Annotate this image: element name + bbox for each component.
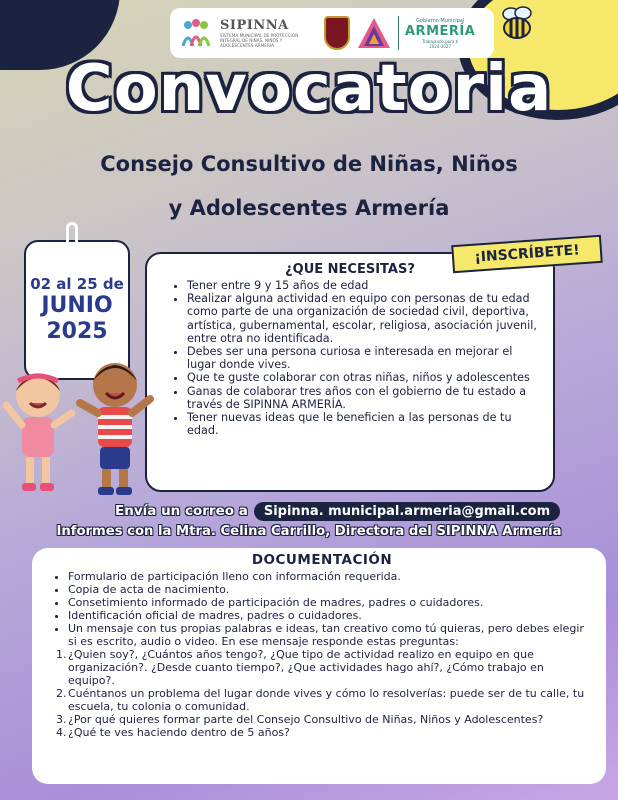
gov-label: Gobierno Municipal (416, 17, 465, 24)
list-item: • Tener entre 9 y 15 años de edad (187, 279, 541, 292)
list-item: • Que te guste colaborar con otras niñas, niños y adolescentes (187, 371, 541, 384)
armeria-label: ARMERÍA (405, 23, 476, 39)
list-item: • Tener nuevas ideas que le beneficien a las personas de tu edad. (187, 411, 541, 437)
triangle-logo-icon (356, 16, 392, 50)
date-month: JUNIO (41, 293, 113, 318)
list-item: • Copia de acta de nacimiento. (68, 583, 592, 596)
question-text: Cuéntanos un problema del lugar donde vives y cómo lo resolverías: puede ser de tu calle, tu escuela, tu colonia o comunidad. (68, 687, 585, 713)
list-item: • Ganas de colaborar tres años con el gobierno de tu estado a través de SIPINNA ARMERÍA. (187, 385, 541, 411)
date-range: 02 al 25 de (30, 275, 124, 293)
requirements-card (145, 252, 555, 492)
question-item (56, 648, 592, 687)
municipal-crest-icon (324, 16, 350, 50)
question-number: 1. (56, 648, 67, 661)
question-number: 3. (56, 713, 67, 726)
question-number: 2. (56, 687, 67, 700)
documentation-title: DOCUMENTACIÓN (251, 552, 393, 568)
question-text: ¿Quien soy?, ¿Cuántos años tengo?, ¿Que tipo de actividad realizo en equipo en que organización?. ¿Desde cuanto tiempo?, ¿Que actividades hago ahí?, ¿Cómo trabajo en equipo?. (68, 648, 544, 687)
question-text: ¿Por qué quieres formar parte del Consejo Consultivo de Niñas, Niños y Adolescentes? (68, 713, 544, 726)
subtitle-line-2: y Adolescentes Armería (168, 196, 450, 220)
question-number: 4. (56, 726, 67, 739)
email-line (115, 500, 560, 522)
requirements-title: ¿QUE NECESITAS? (285, 262, 415, 277)
list-item: • Un mensaje con tus propias palabras e ideas, tan creativo como tú quieras, pero debes elegir si es escrito, audio o video. En ese mensaje responde estas preguntas: (68, 622, 592, 648)
page-title: Convocatoria (65, 52, 553, 126)
sipinna-title: SIPINNA (220, 18, 289, 33)
register-badge: ¡INSCRÍBETE! (451, 235, 603, 273)
logo-divider (398, 16, 399, 50)
logo-bar (170, 8, 494, 58)
documentation-card (32, 548, 606, 784)
subtitle-line-1: Consejo Consultivo de Niñas, Niños (100, 152, 518, 176)
question-item (56, 687, 592, 713)
list-item: • Identificación oficial de madres, padres o cuidadores. (68, 609, 592, 622)
bee-icon (497, 6, 537, 42)
date-year: 2025 (46, 319, 108, 344)
contact-info: Informes con la Mtra. Celina Carrillo, Directora del SIPINNA Armería (56, 524, 562, 539)
list-item: • Consetimiento informado de participación de madres, padres o cuidadores. (68, 596, 592, 609)
question-item (56, 726, 592, 739)
sipinna-subtitle: SISTEMA MUNICIPAL DE PROTECCIÓN INTEGRAL DE NIÑAS, NIÑOS Y ADOLESCENTES ARMERÍA. (220, 33, 299, 48)
send-email-label: Envía un correo a (115, 503, 248, 519)
list-item: • Realizar alguna actividad en equipo con personas de tu edad como parte de una organización de sociedad civil, deportiva, artística, gubernamental, escolar, religiosa, asociación juvenil, entre otra no identificada. (187, 292, 541, 345)
children-illustration (0, 355, 170, 505)
sipinna-logo-icon (178, 15, 214, 51)
question-item (56, 713, 592, 726)
paperclip-icon (66, 222, 78, 266)
armeria-period: 2024-2027 (429, 43, 452, 49)
armeria-slogan: Trabajando para ti (421, 38, 459, 44)
email-link[interactable]: Sipinna. municipal.armeria@gmail.com (254, 502, 560, 521)
list-item: • Debes ser una persona curiosa e interesada en mejorar el lugar donde vives. (187, 345, 541, 371)
list-item: • Formulario de participación lleno con información requerida. (68, 570, 592, 583)
question-text: ¿Qué te ves haciendo dentro de 5 años? (68, 726, 290, 739)
